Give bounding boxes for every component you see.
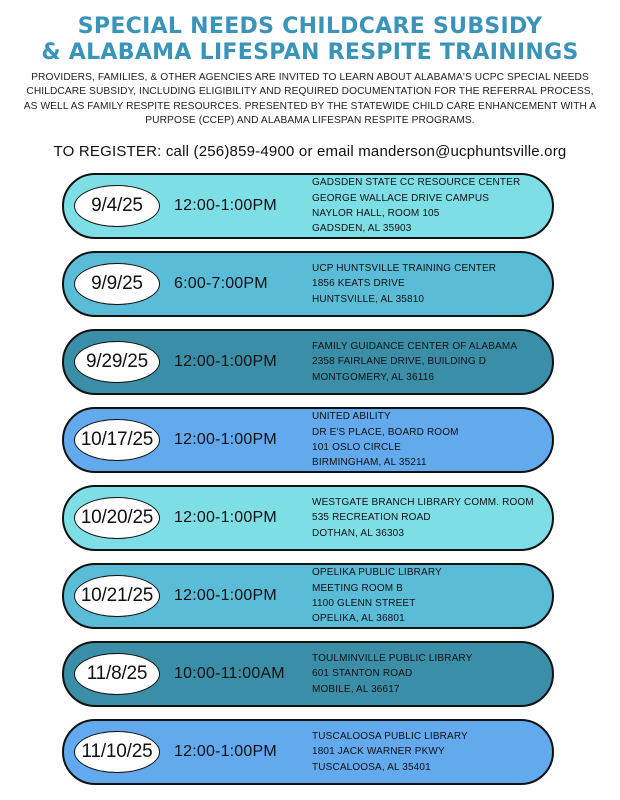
address-line: GEORGE WALLACE DRIVE CAMPUS — [312, 192, 490, 204]
session-card — [62, 485, 554, 551]
session-date: 9/9/25 — [74, 263, 160, 305]
session-address — [312, 565, 550, 627]
title-line-2: & ALABAMA LIFESPAN RESPITE TRAININGS — [41, 40, 579, 65]
session-time: 12:00-1:00PM — [174, 353, 277, 370]
registration-info: TO REGISTER: call (256)859-4900 or email manderson@ucphuntsville.org — [53, 143, 567, 160]
session-date: 11/8/25 — [74, 653, 160, 695]
address-line: MOBILE, AL 36617 — [312, 683, 400, 695]
session-time: 12:00-1:00PM — [174, 431, 277, 448]
address-line: 1801 JACK WARNER PKWY — [312, 746, 445, 758]
address-line: MONTGOMERY, AL 36116 — [312, 371, 435, 383]
address-line: GADSDEN, AL 35903 — [312, 223, 412, 235]
intro-paragraph — [20, 71, 600, 128]
address-line: 1856 KEATS DRIVE — [312, 278, 405, 290]
session-time: 12:00-1:00PM — [174, 509, 277, 526]
address-line: 101 OSLO CIRCLE — [312, 442, 401, 453]
session-card — [62, 407, 554, 473]
session-card — [62, 329, 554, 395]
address-line: MEETING ROOM B — [312, 582, 403, 594]
session-date: 10/21/25 — [74, 575, 160, 617]
session-date: 10/17/25 — [74, 419, 160, 461]
intro-line: AS WELL AS FAMILY RESPITE RESOURCES. PRESENTED BY THE STATEWIDE CHILD CARE ENHANCEMENT WITH A — [23, 100, 597, 112]
session-date: 9/4/25 — [74, 185, 160, 227]
address-line: OPELIKA, AL 36801 — [312, 613, 405, 625]
session-address — [312, 331, 550, 393]
session-time: 12:00-1:00PM — [174, 197, 277, 214]
session-address — [312, 721, 550, 783]
session-address — [312, 175, 550, 237]
address-line: TUSCALOOSA PUBLIC LIBRARY — [312, 730, 468, 742]
address-line: 2358 FAIRLANE DRIVE, BUILDING D — [312, 356, 487, 368]
session-address — [312, 487, 550, 549]
session-card — [62, 719, 554, 785]
address-line: BIRMINGHAM, AL 35211 — [312, 457, 427, 469]
intro-line: PROVIDERS, FAMILIES, & OTHER AGENCIES ARE INVITED TO LEARN ABOUT ALABAMA'S UCPC SPECIAL NEEDS — [31, 72, 589, 83]
address-line: OPELIKA PUBLIC LIBRARY — [312, 567, 442, 579]
address-line: 601 STANTON ROAD — [312, 668, 413, 680]
session-card — [62, 641, 554, 707]
session-date: 11/10/25 — [74, 731, 160, 773]
intro-line: CHILDCARE SUBSIDY, INCLUDING ELIGIBILITY AND REQUIRED DOCUMENTATION FOR THE REFERRAL PROCESS, — [26, 86, 594, 98]
session-date: 9/29/25 — [74, 341, 160, 383]
session-address — [312, 253, 550, 315]
intro-line: PURPOSE (CCEP) AND ALABAMA LIFESPAN RESPITE PROGRAMS. — [145, 114, 475, 126]
address-line: HUNTSVILLE, AL 35810 — [312, 293, 425, 305]
address-line: TUSCALOOSA, AL 35401 — [312, 761, 431, 773]
address-line: WESTGATE BRANCH LIBRARY COMM. ROOM — [312, 496, 534, 508]
address-line: 535 RECREATION ROAD — [312, 512, 431, 524]
session-time: 12:00-1:00PM — [174, 743, 277, 760]
session-card — [62, 173, 554, 239]
session-date: 10/20/25 — [74, 497, 160, 539]
session-time: 10:00-11:00AM — [174, 665, 285, 682]
address-line: GADSDEN STATE CC RESOURCE CENTER — [312, 177, 521, 189]
address-line: NAYLOR HALL, ROOM 105 — [312, 208, 440, 219]
session-address — [312, 409, 550, 471]
session-time: 6:00-7:00PM — [174, 275, 268, 292]
session-card — [62, 563, 554, 629]
title-line-1: SPECIAL NEEDS CHILDCARE SUBSIDY — [77, 14, 543, 39]
session-time: 12:00-1:00PM — [174, 587, 277, 604]
address-line: TOULMINVILLE PUBLIC LIBRARY — [312, 652, 473, 664]
address-line: FAMILY GUIDANCE CENTER OF ALABAMA — [312, 340, 518, 352]
address-line: UCP HUNTSVILLE TRAINING CENTER — [312, 262, 497, 274]
session-address — [312, 643, 550, 705]
address-line: 1100 GLENN STREET — [312, 598, 416, 609]
address-line: DR E'S PLACE, BOARD ROOM — [312, 426, 459, 438]
session-card — [62, 251, 554, 317]
address-line: UNITED ABILITY — [312, 411, 391, 423]
address-line: DOTHAN, AL 36303 — [312, 527, 405, 539]
